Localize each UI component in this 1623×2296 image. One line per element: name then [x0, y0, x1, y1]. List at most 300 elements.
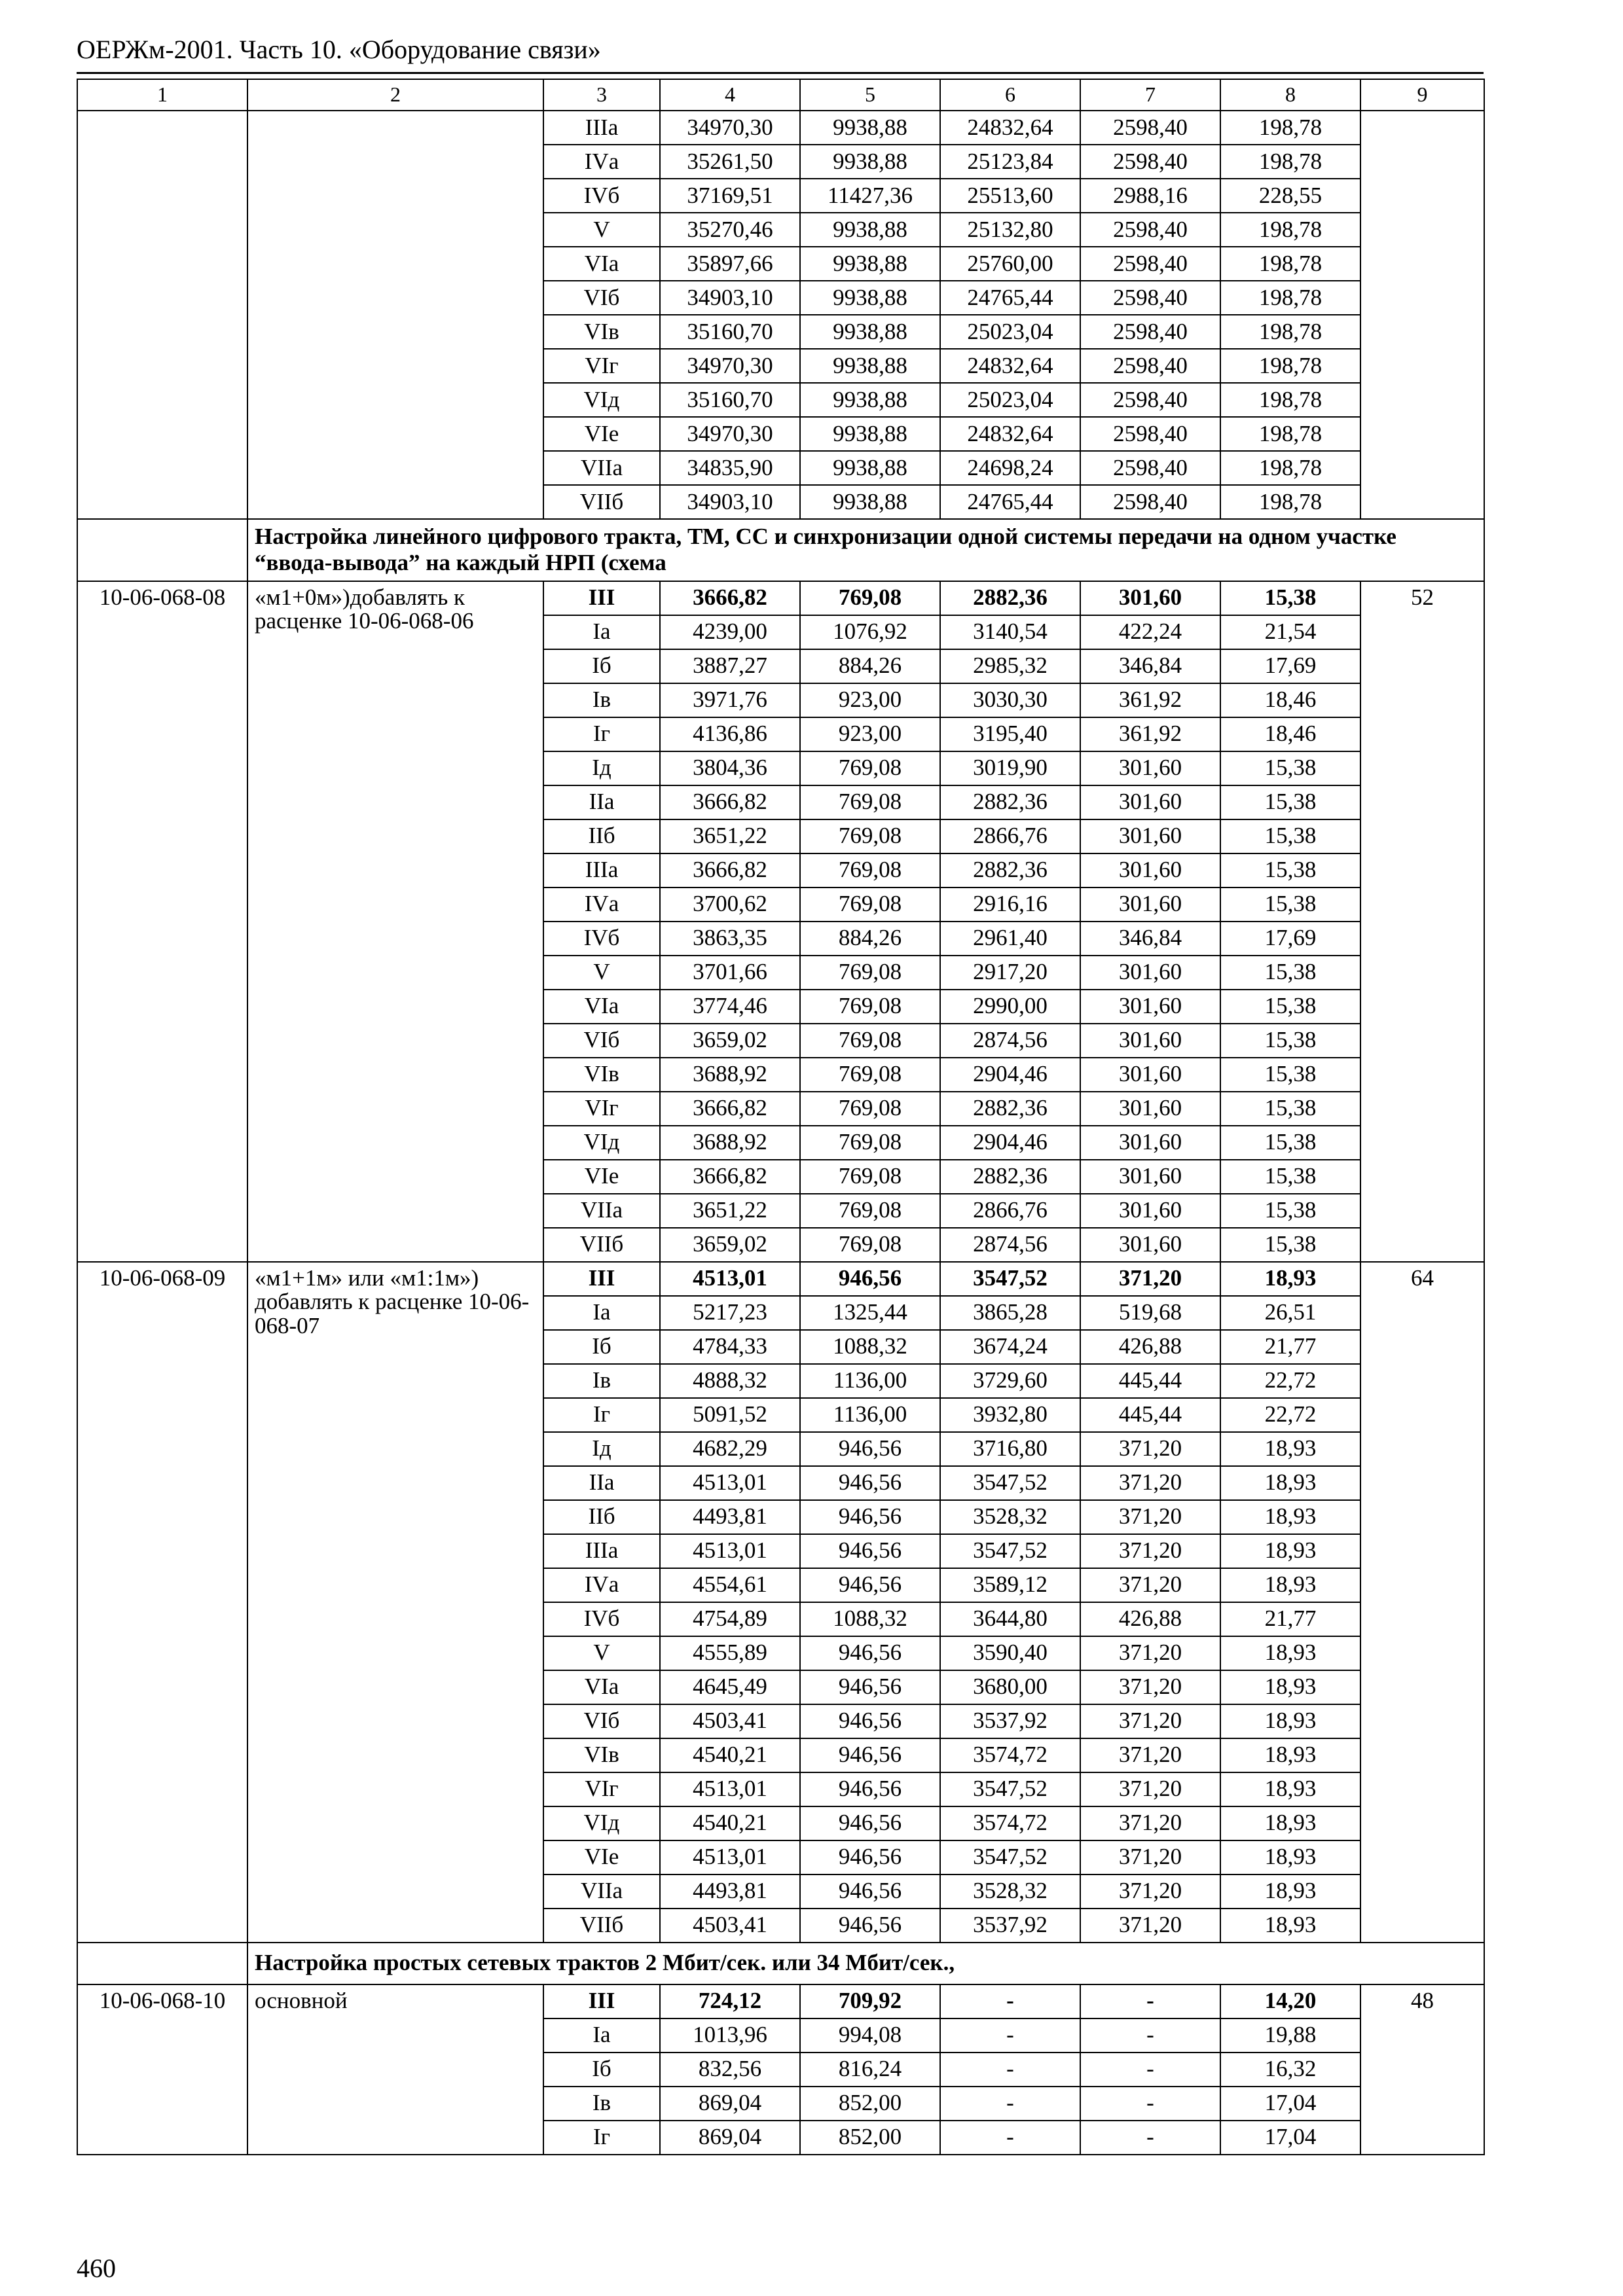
value-cell: 884,26: [800, 649, 940, 683]
value-cell: 3590,40: [940, 1636, 1080, 1670]
value-cell: 15,38: [1220, 1024, 1360, 1058]
value-cell: 3932,80: [940, 1398, 1080, 1432]
value-cell: 852,00: [800, 2121, 940, 2155]
column-number: 3: [543, 79, 660, 111]
value-cell: 769,08: [800, 581, 940, 615]
rate-code: 10-06-068-10: [77, 1984, 247, 2155]
zone-cell: Iа: [543, 2018, 660, 2053]
zone-cell: Iа: [543, 615, 660, 649]
value-cell: 371,20: [1080, 1568, 1220, 1602]
value-cell: 3700,62: [660, 888, 800, 922]
value-cell: 3804,36: [660, 751, 800, 785]
value-cell: 1013,96: [660, 2018, 800, 2053]
value-cell: 17,04: [1220, 2087, 1360, 2121]
value-cell: 769,08: [800, 990, 940, 1024]
value-cell: 18,93: [1220, 1738, 1360, 1772]
value-cell: 769,08: [800, 1228, 940, 1262]
value-cell: -: [1080, 1984, 1220, 2018]
value-cell: 15,38: [1220, 1194, 1360, 1228]
value-cell: 371,20: [1080, 1670, 1220, 1704]
value-cell: 198,78: [1220, 145, 1360, 179]
column-number: 7: [1080, 79, 1220, 111]
value-cell: 37169,51: [660, 179, 800, 213]
value-cell: 371,20: [1080, 1874, 1220, 1909]
rate-code: [77, 111, 247, 519]
value-cell: 301,60: [1080, 956, 1220, 990]
value-cell: 3547,52: [940, 1262, 1080, 1296]
value-cell: 15,38: [1220, 785, 1360, 819]
value-cell: 946,56: [800, 1670, 940, 1704]
column-number: 2: [247, 79, 543, 111]
zone-cell: VIIб: [543, 485, 660, 519]
value-cell: 18,93: [1220, 1874, 1360, 1909]
value-cell: 18,46: [1220, 717, 1360, 751]
value-cell: 35270,46: [660, 213, 800, 247]
value-cell: 946,56: [800, 1500, 940, 1534]
value-cell: 3674,24: [940, 1330, 1080, 1364]
value-cell: 426,88: [1080, 1602, 1220, 1636]
value-cell: 301,60: [1080, 1024, 1220, 1058]
value-cell: 4493,81: [660, 1500, 800, 1534]
value-cell: 34970,30: [660, 417, 800, 451]
value-cell: 18,93: [1220, 1772, 1360, 1806]
value-cell: 1088,32: [800, 1330, 940, 1364]
value-cell: 34835,90: [660, 451, 800, 485]
value-cell: 4784,33: [660, 1330, 800, 1364]
value-cell: 18,46: [1220, 683, 1360, 717]
zone-cell: III: [543, 581, 660, 615]
value-cell: 2598,40: [1080, 349, 1220, 383]
zone-cell: VIа: [543, 247, 660, 281]
labor-norm: 64: [1360, 1262, 1484, 1943]
value-cell: 946,56: [800, 1909, 940, 1943]
value-cell: 24698,24: [940, 451, 1080, 485]
value-cell: 24832,64: [940, 349, 1080, 383]
value-cell: 769,08: [800, 1126, 940, 1160]
value-cell: 2882,36: [940, 1160, 1080, 1194]
value-cell: 301,60: [1080, 819, 1220, 853]
value-cell: 18,93: [1220, 1670, 1360, 1704]
value-cell: 946,56: [800, 1704, 940, 1738]
value-cell: 198,78: [1220, 349, 1360, 383]
value-cell: 3659,02: [660, 1024, 800, 1058]
section-heading: Настройка линейного цифрового тракта, ТМ, СС и синхронизации одной системы передачи на одном участке “ввода-вывода” на каждый НРП (схема: [247, 519, 1484, 581]
zone-cell: VIг: [543, 1092, 660, 1126]
value-cell: 2882,36: [940, 581, 1080, 615]
value-cell: 22,72: [1220, 1398, 1360, 1432]
value-cell: 2598,40: [1080, 451, 1220, 485]
value-cell: 18,93: [1220, 1840, 1360, 1874]
column-number: 8: [1220, 79, 1360, 111]
value-cell: 2882,36: [940, 785, 1080, 819]
value-cell: 4513,01: [660, 1534, 800, 1568]
value-cell: 946,56: [800, 1738, 940, 1772]
value-cell: 9938,88: [800, 349, 940, 383]
value-cell: 869,04: [660, 2087, 800, 2121]
value-cell: 14,20: [1220, 1984, 1360, 2018]
value-cell: 198,78: [1220, 315, 1360, 349]
value-cell: 946,56: [800, 1568, 940, 1602]
zone-cell: VIе: [543, 1840, 660, 1874]
zone-cell: VIд: [543, 383, 660, 417]
value-cell: 946,56: [800, 1262, 940, 1296]
zone-cell: Iб: [543, 2053, 660, 2087]
value-cell: 3030,30: [940, 683, 1080, 717]
value-cell: 4503,41: [660, 1909, 800, 1943]
table-row: [77, 1262, 1484, 1296]
value-cell: 9938,88: [800, 281, 940, 315]
value-cell: 946,56: [800, 1874, 940, 1909]
value-cell: 2882,36: [940, 1092, 1080, 1126]
value-cell: -: [940, 2121, 1080, 2155]
zone-cell: Iг: [543, 717, 660, 751]
value-cell: 301,60: [1080, 1228, 1220, 1262]
value-cell: 4513,01: [660, 1840, 800, 1874]
zone-cell: VIIа: [543, 1874, 660, 1909]
value-cell: 25132,80: [940, 213, 1080, 247]
zone-cell: III: [543, 1262, 660, 1296]
value-cell: 346,84: [1080, 649, 1220, 683]
zone-cell: IIа: [543, 1466, 660, 1500]
zone-cell: Iв: [543, 1364, 660, 1398]
table-row: [77, 581, 1484, 615]
value-cell: 3547,52: [940, 1466, 1080, 1500]
value-cell: 18,93: [1220, 1500, 1360, 1534]
value-cell: 1088,32: [800, 1602, 940, 1636]
value-cell: 24832,64: [940, 417, 1080, 451]
value-cell: 34903,10: [660, 281, 800, 315]
value-cell: 769,08: [800, 785, 940, 819]
value-cell: 301,60: [1080, 1126, 1220, 1160]
value-cell: 371,20: [1080, 1704, 1220, 1738]
value-cell: 3547,52: [940, 1534, 1080, 1568]
value-cell: 15,38: [1220, 888, 1360, 922]
value-cell: 18,93: [1220, 1534, 1360, 1568]
zone-cell: IVа: [543, 888, 660, 922]
value-cell: 25760,00: [940, 247, 1080, 281]
value-cell: 9938,88: [800, 145, 940, 179]
value-cell: 3865,28: [940, 1296, 1080, 1330]
value-cell: 15,38: [1220, 956, 1360, 990]
rate-code: 10-06-068-09: [77, 1262, 247, 1943]
value-cell: 18,93: [1220, 1636, 1360, 1670]
value-cell: 9938,88: [800, 451, 940, 485]
value-cell: 18,93: [1220, 1704, 1360, 1738]
value-cell: 832,56: [660, 2053, 800, 2087]
value-cell: 371,20: [1080, 1840, 1220, 1874]
value-cell: 198,78: [1220, 111, 1360, 145]
value-cell: 17,69: [1220, 922, 1360, 956]
value-cell: 4554,61: [660, 1568, 800, 1602]
value-cell: -: [1080, 2053, 1220, 2087]
value-cell: 946,56: [800, 1636, 940, 1670]
zone-cell: V: [543, 213, 660, 247]
value-cell: 2985,32: [940, 649, 1080, 683]
value-cell: 769,08: [800, 819, 940, 853]
value-cell: 34970,30: [660, 349, 800, 383]
value-cell: 869,04: [660, 2121, 800, 2155]
value-cell: 18,93: [1220, 1806, 1360, 1840]
value-cell: -: [1080, 2087, 1220, 2121]
value-cell: 3701,66: [660, 956, 800, 990]
value-cell: 2598,40: [1080, 213, 1220, 247]
value-cell: 15,38: [1220, 1160, 1360, 1194]
value-cell: 3644,80: [940, 1602, 1080, 1636]
value-cell: 17,04: [1220, 2121, 1360, 2155]
zone-cell: VIв: [543, 1738, 660, 1772]
value-cell: 35160,70: [660, 383, 800, 417]
value-cell: 1325,44: [800, 1296, 940, 1330]
value-cell: 11427,36: [800, 179, 940, 213]
value-cell: 371,20: [1080, 1738, 1220, 1772]
value-cell: 3537,92: [940, 1909, 1080, 1943]
table-row: [77, 111, 1484, 145]
zone-cell: VIIа: [543, 451, 660, 485]
value-cell: 2598,40: [1080, 247, 1220, 281]
zone-cell: IVб: [543, 179, 660, 213]
value-cell: 3774,46: [660, 990, 800, 1024]
value-cell: 2598,40: [1080, 145, 1220, 179]
zone-cell: IVб: [543, 1602, 660, 1636]
column-number: 4: [660, 79, 800, 111]
value-cell: 852,00: [800, 2087, 940, 2121]
value-cell: 769,08: [800, 1194, 940, 1228]
section-heading-spacer: [77, 1943, 247, 1984]
value-cell: 2874,56: [940, 1024, 1080, 1058]
zone-cell: Iв: [543, 2087, 660, 2121]
value-cell: 4239,00: [660, 615, 800, 649]
zone-cell: VIб: [543, 1024, 660, 1058]
rate-code: 10-06-068-08: [77, 581, 247, 1262]
section-heading-row: [77, 519, 1484, 581]
zone-cell: IVб: [543, 922, 660, 956]
value-cell: 15,38: [1220, 1126, 1360, 1160]
value-cell: 35897,66: [660, 247, 800, 281]
value-cell: 371,20: [1080, 1500, 1220, 1534]
value-cell: 21,54: [1220, 615, 1360, 649]
rate-description: «м1+1м» или «м1:1м») добавлять к расценке 10-06-068-07: [247, 1262, 543, 1943]
zone-cell: IIб: [543, 1500, 660, 1534]
value-cell: 3887,27: [660, 649, 800, 683]
rate-description: основной: [247, 1984, 543, 2155]
rate-description: «м1+0м»)добавлять к расценке 10-06-068-06: [247, 581, 543, 1262]
value-cell: 15,38: [1220, 1092, 1360, 1126]
value-cell: 3863,35: [660, 922, 800, 956]
value-cell: 9938,88: [800, 417, 940, 451]
value-cell: 3574,72: [940, 1738, 1080, 1772]
value-cell: 4645,49: [660, 1670, 800, 1704]
section-heading: Настройка простых сетевых трактов 2 Мбит/сек. или 34 Мбит/сек.,: [247, 1943, 1484, 1984]
value-cell: 9938,88: [800, 247, 940, 281]
value-cell: 4136,86: [660, 717, 800, 751]
value-cell: 3971,76: [660, 683, 800, 717]
value-cell: 25023,04: [940, 383, 1080, 417]
value-cell: -: [940, 2053, 1080, 2087]
value-cell: 3666,82: [660, 1160, 800, 1194]
value-cell: 3574,72: [940, 1806, 1080, 1840]
value-cell: 769,08: [800, 888, 940, 922]
value-cell: 35261,50: [660, 145, 800, 179]
labor-norm: [1360, 111, 1484, 519]
value-cell: 4540,21: [660, 1806, 800, 1840]
value-cell: 301,60: [1080, 990, 1220, 1024]
value-cell: 9938,88: [800, 383, 940, 417]
value-cell: 25123,84: [940, 145, 1080, 179]
value-cell: 5217,23: [660, 1296, 800, 1330]
value-cell: 24765,44: [940, 281, 1080, 315]
value-cell: 3537,92: [940, 1704, 1080, 1738]
value-cell: 198,78: [1220, 213, 1360, 247]
value-cell: 3528,32: [940, 1500, 1080, 1534]
value-cell: 923,00: [800, 717, 940, 751]
value-cell: 15,38: [1220, 853, 1360, 888]
value-cell: 26,51: [1220, 1296, 1360, 1330]
value-cell: 1136,00: [800, 1398, 940, 1432]
value-cell: 2916,16: [940, 888, 1080, 922]
zone-cell: VIб: [543, 1704, 660, 1738]
value-cell: -: [1080, 2121, 1220, 2155]
value-cell: 4513,01: [660, 1466, 800, 1500]
value-cell: 228,55: [1220, 179, 1360, 213]
zone-cell: VIа: [543, 990, 660, 1024]
value-cell: 3528,32: [940, 1874, 1080, 1909]
value-cell: 3680,00: [940, 1670, 1080, 1704]
value-cell: 4513,01: [660, 1772, 800, 1806]
section-heading-row: [77, 1943, 1484, 1984]
zone-cell: IVа: [543, 145, 660, 179]
value-cell: 946,56: [800, 1466, 940, 1500]
value-cell: 301,60: [1080, 888, 1220, 922]
value-cell: 198,78: [1220, 485, 1360, 519]
value-cell: 4754,89: [660, 1602, 800, 1636]
zone-cell: VIе: [543, 1160, 660, 1194]
zone-cell: V: [543, 956, 660, 990]
value-cell: 2598,40: [1080, 281, 1220, 315]
value-cell: 4540,21: [660, 1738, 800, 1772]
value-cell: 4682,29: [660, 1432, 800, 1466]
value-cell: 946,56: [800, 1432, 940, 1466]
zone-cell: VIб: [543, 281, 660, 315]
value-cell: 17,69: [1220, 649, 1360, 683]
value-cell: -: [940, 2087, 1080, 2121]
value-cell: 301,60: [1080, 785, 1220, 819]
value-cell: 422,24: [1080, 615, 1220, 649]
value-cell: 3716,80: [940, 1432, 1080, 1466]
value-cell: 5091,52: [660, 1398, 800, 1432]
value-cell: 15,38: [1220, 1228, 1360, 1262]
value-cell: 371,20: [1080, 1772, 1220, 1806]
value-cell: 3140,54: [940, 615, 1080, 649]
page-number: 460: [77, 2253, 116, 2283]
value-cell: 301,60: [1080, 1058, 1220, 1092]
zone-cell: IIIа: [543, 111, 660, 145]
zone-cell: VIв: [543, 1058, 660, 1092]
value-cell: -: [1080, 2018, 1220, 2053]
value-cell: 923,00: [800, 683, 940, 717]
value-cell: 15,38: [1220, 990, 1360, 1024]
value-cell: 301,60: [1080, 1092, 1220, 1126]
zone-cell: Iг: [543, 1398, 660, 1432]
value-cell: 3195,40: [940, 717, 1080, 751]
value-cell: 816,24: [800, 2053, 940, 2087]
value-cell: 3729,60: [940, 1364, 1080, 1398]
value-cell: 2990,00: [940, 990, 1080, 1024]
value-cell: 301,60: [1080, 751, 1220, 785]
value-cell: 4513,01: [660, 1262, 800, 1296]
zone-cell: Iд: [543, 1432, 660, 1466]
column-number: 6: [940, 79, 1080, 111]
value-cell: 994,08: [800, 2018, 940, 2053]
value-cell: 519,68: [1080, 1296, 1220, 1330]
zone-cell: Iб: [543, 649, 660, 683]
value-cell: 769,08: [800, 751, 940, 785]
header-divider: [77, 72, 1484, 74]
column-number: 1: [77, 79, 247, 111]
value-cell: 3666,82: [660, 785, 800, 819]
value-cell: 3547,52: [940, 1772, 1080, 1806]
zone-cell: VIд: [543, 1806, 660, 1840]
value-cell: 2904,46: [940, 1126, 1080, 1160]
value-cell: 371,20: [1080, 1806, 1220, 1840]
value-cell: 16,32: [1220, 2053, 1360, 2087]
zone-cell: VIд: [543, 1126, 660, 1160]
value-cell: 769,08: [800, 1092, 940, 1126]
value-cell: 769,08: [800, 956, 940, 990]
zone-cell: VIIа: [543, 1194, 660, 1228]
value-cell: -: [940, 1984, 1080, 2018]
value-cell: 445,44: [1080, 1364, 1220, 1398]
zone-cell: VIв: [543, 315, 660, 349]
page-header: ОЕРЖм-2001. Часть 10. «Оборудование связи»: [77, 35, 601, 64]
value-cell: 946,56: [800, 1534, 940, 1568]
value-cell: 2904,46: [940, 1058, 1080, 1092]
value-cell: 3547,52: [940, 1840, 1080, 1874]
value-cell: 3666,82: [660, 581, 800, 615]
value-cell: 25513,60: [940, 179, 1080, 213]
value-cell: 34970,30: [660, 111, 800, 145]
table-row: [77, 1984, 1484, 2018]
value-cell: -: [940, 2018, 1080, 2053]
value-cell: 301,60: [1080, 1160, 1220, 1194]
labor-norm: 48: [1360, 1984, 1484, 2155]
value-cell: 769,08: [800, 1024, 940, 1058]
zone-cell: Iб: [543, 1330, 660, 1364]
zone-cell: IIб: [543, 819, 660, 853]
value-cell: 3688,92: [660, 1126, 800, 1160]
value-cell: 15,38: [1220, 751, 1360, 785]
value-cell: 709,92: [800, 1984, 940, 2018]
value-cell: 884,26: [800, 922, 940, 956]
value-cell: 9938,88: [800, 111, 940, 145]
zone-cell: Iг: [543, 2121, 660, 2155]
value-cell: 15,38: [1220, 1058, 1360, 1092]
value-cell: 1136,00: [800, 1364, 940, 1398]
value-cell: 22,72: [1220, 1364, 1360, 1398]
value-cell: 9938,88: [800, 485, 940, 519]
value-cell: 1076,92: [800, 615, 940, 649]
value-cell: 2866,76: [940, 819, 1080, 853]
value-cell: 3019,90: [940, 751, 1080, 785]
value-cell: 426,88: [1080, 1330, 1220, 1364]
value-cell: 2961,40: [940, 922, 1080, 956]
value-cell: 769,08: [800, 1160, 940, 1194]
value-cell: 4493,81: [660, 1874, 800, 1909]
value-cell: 301,60: [1080, 581, 1220, 615]
value-cell: 2882,36: [940, 853, 1080, 888]
value-cell: 3659,02: [660, 1228, 800, 1262]
zone-cell: VIг: [543, 1772, 660, 1806]
value-cell: 34903,10: [660, 485, 800, 519]
